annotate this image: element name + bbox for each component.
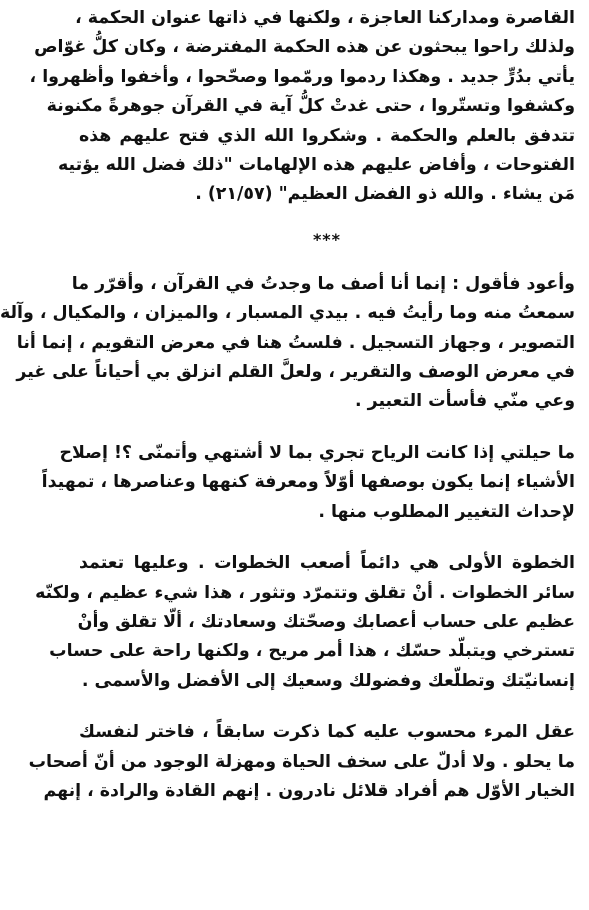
- text-line: ما حيلتي إذا كانت الرياح تجري بما لا أشتهي وأتمنّى ؟! إصلاح: [59, 442, 575, 463]
- text-line: سائر الخطوات . أنْ تقلق وتتمرّد وتثور ، هذا شيء عظيم ، ولكنّه: [35, 582, 575, 603]
- text-line: لإحداث التغيير المطلوب منها .: [318, 501, 575, 522]
- section-separator: ***: [312, 229, 342, 249]
- paragraph-1: [29, 4, 575, 210]
- text-line: وعي منّي فأسأت التعبير .: [354, 391, 575, 412]
- text-line: الخيار الأوّل هم أفراد قلائل نادرون . إنهم القادة والرادة ، إنهم: [43, 780, 575, 801]
- text-line: إنسانيّتك وتطلّعك وفضولك وسعيك إلى الأفضل والأسمى .: [81, 670, 575, 691]
- text-line: ما يحلو . ولا أدلّ على سخف الحياة ومهزلة الوجود من أنّ أصحاب: [28, 751, 575, 772]
- paragraph-5: [28, 718, 575, 806]
- text-line: مَن يشاء . والله ذو الفضل العظيم" (٢١/٥٧) .: [195, 184, 575, 205]
- text-line: في معرض الوصف والتقرير ، ولعلَّ القلم انزلق بي أحياناً على غير: [16, 362, 575, 383]
- paragraph-gap: [79, 417, 575, 439]
- text-line: التصوير ، وجهاز التسجيل . فلستُ هنا في معرض التقويم ، إنما أنا: [16, 332, 575, 353]
- text-line: تتدفق بالعلم والحكمة . وشكروا الله الذي فتح عليهم هذه: [79, 125, 575, 146]
- paragraph-3: [41, 439, 575, 527]
- document-page: [0, 4, 575, 910]
- text-line: عقل المرء محسوب عليه كما ذكرت سابقاً ، فاختر لنفسك: [79, 722, 575, 743]
- text-line: عظيم على حساب أعصابك وصحّتك وسعادتك ، ألّا تقلق وأنْ: [77, 611, 575, 632]
- paragraph-4: [35, 549, 575, 696]
- paragraph-2: [0, 270, 575, 417]
- text-line: تسترخي ويتبلّد حسّك ، هذا أمر مريح ، ولكنها راحة على حساب: [49, 641, 575, 662]
- text-line: يأتي بدُرٍّ جديد . وهكذا ردموا ورمّموا وصحّحوا ، وأخفوا وأظهروا ،: [29, 66, 575, 87]
- text-line: وأعود فأقول : إنما أنا أصف ما وجدتُ في القرآن ، وأقرّر ما: [71, 273, 575, 294]
- text-line: الأشياء إنما يكون بوصفها أوّلاً ومعرفة كنهها وعناصرها ، تمهيداً: [41, 472, 575, 493]
- text-line: الفتوحات ، وأفاض عليهم هذه الإلهامات "ذلك فضل الله يؤتيه: [57, 155, 575, 176]
- text-line: سمعتُ منه وما رأيتُ فيه . بيدي المسبار ، والميزان ، والمكيال ، وآلة: [0, 303, 575, 324]
- paragraph-gap: [79, 527, 575, 549]
- text-line: الخطوة الأولى هي دائماً أصعب الخطوات . وعليها تعتمد: [79, 553, 575, 574]
- text-line: وكشفوا وتستّروا ، حتى غدتْ كلُّ آية في القرآن جوهرةً مكنونة: [46, 96, 575, 117]
- text-line: ولذلك راحوا يبحثون عن هذه الحكمة المفترضة ، وكان كلُّ غوّاص: [34, 37, 575, 58]
- paragraph-gap: [79, 696, 575, 718]
- text-line: القاصرة ومداركنا العاجزة ، ولكنها في ذاتها عنوان الحكمة ،: [75, 8, 575, 28]
